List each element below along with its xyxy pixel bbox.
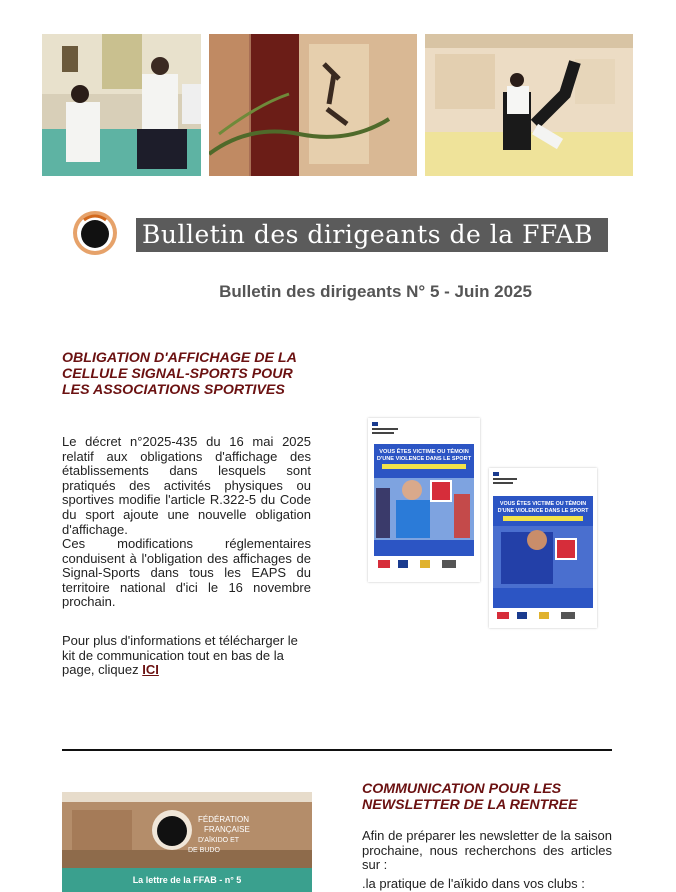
ffab-logo-icon (72, 210, 118, 256)
section1-paragraph2: Ces modifications réglementaires conduisent à l'obligation des affichages de Signal-Sports dans tous les EAPS du territoire national d'ici le 16 novembre prochain. (62, 536, 311, 610)
poster2-headline-line2: D'UNE VIOLENCE DANS LE SPORT (497, 508, 589, 514)
section1-paragraph3 (62, 634, 311, 678)
section1-title: OBLIGATION D'AFFICHAGE DE LA CELLULE SIGNAL-SPORTS POUR LES ASSOCIATIONS SPORTIVES (62, 350, 297, 398)
header-photo-dojo-calligraphy (209, 34, 417, 176)
section1-paragraph3-text: Pour plus d'informations et télécharger le kit de communication tout en bas de la page, cliquez (62, 633, 298, 678)
bulletin-banner-title: Bulletin des dirigeants de la FFAB (136, 218, 608, 252)
header-photo-aikido-throw (425, 34, 633, 176)
poster1-headline-line1: VOUS ÊTES VICTIME OU TÉMOIN (379, 449, 469, 455)
section2-paragraph2: .la pratique de l'aïkido dans vos clubs : (362, 876, 585, 891)
poster1-headline-line2: D'UNE VIOLENCE DANS LE SPORT (376, 456, 472, 462)
newsletter-cover-line3: D'AÏKIDO ET (198, 837, 240, 844)
header-photo-aikido-practice (42, 34, 201, 176)
poster2-headline-line1: VOUS ÊTES VICTIME OU TÉMOIN (499, 501, 587, 507)
newsletter-cover-line2: FRANÇAISE (204, 825, 250, 834)
newsletter-cover-line4: DE BUDO (188, 847, 220, 854)
section2-title: COMMUNICATION POUR LES NEWSLETTER DE LA RENTREE (362, 781, 578, 813)
kit-download-link[interactable]: ICI (142, 662, 159, 678)
section1-paragraph1: Le décret n°2025-435 du 16 mai 2025 relatif aux obligations d'affichage des établissements dans lesquels sont pratiqués des activités physiques ou sportives modifie l'article R.322-5 du Code du sport ajoute une nouvelle obligation d'affichage. (62, 434, 311, 537)
section-divider (62, 749, 612, 751)
newsletter-cover-caption: La lettre de la FFAB - n° 5 (132, 875, 242, 885)
bulletin-subtitle: Bulletin des dirigeants N° 5 - Juin 2025 (219, 282, 532, 301)
signal-sports-poster-2[interactable] (489, 468, 597, 628)
newsletter-cover-image[interactable] (62, 792, 312, 892)
signal-sports-poster-1[interactable] (368, 418, 480, 582)
section2-paragraph1: Afin de préparer les newsletter de la saison prochaine, nous recherchons des articles sur : (362, 828, 612, 873)
newsletter-cover-line1: FÉDÉRATION (198, 815, 249, 824)
